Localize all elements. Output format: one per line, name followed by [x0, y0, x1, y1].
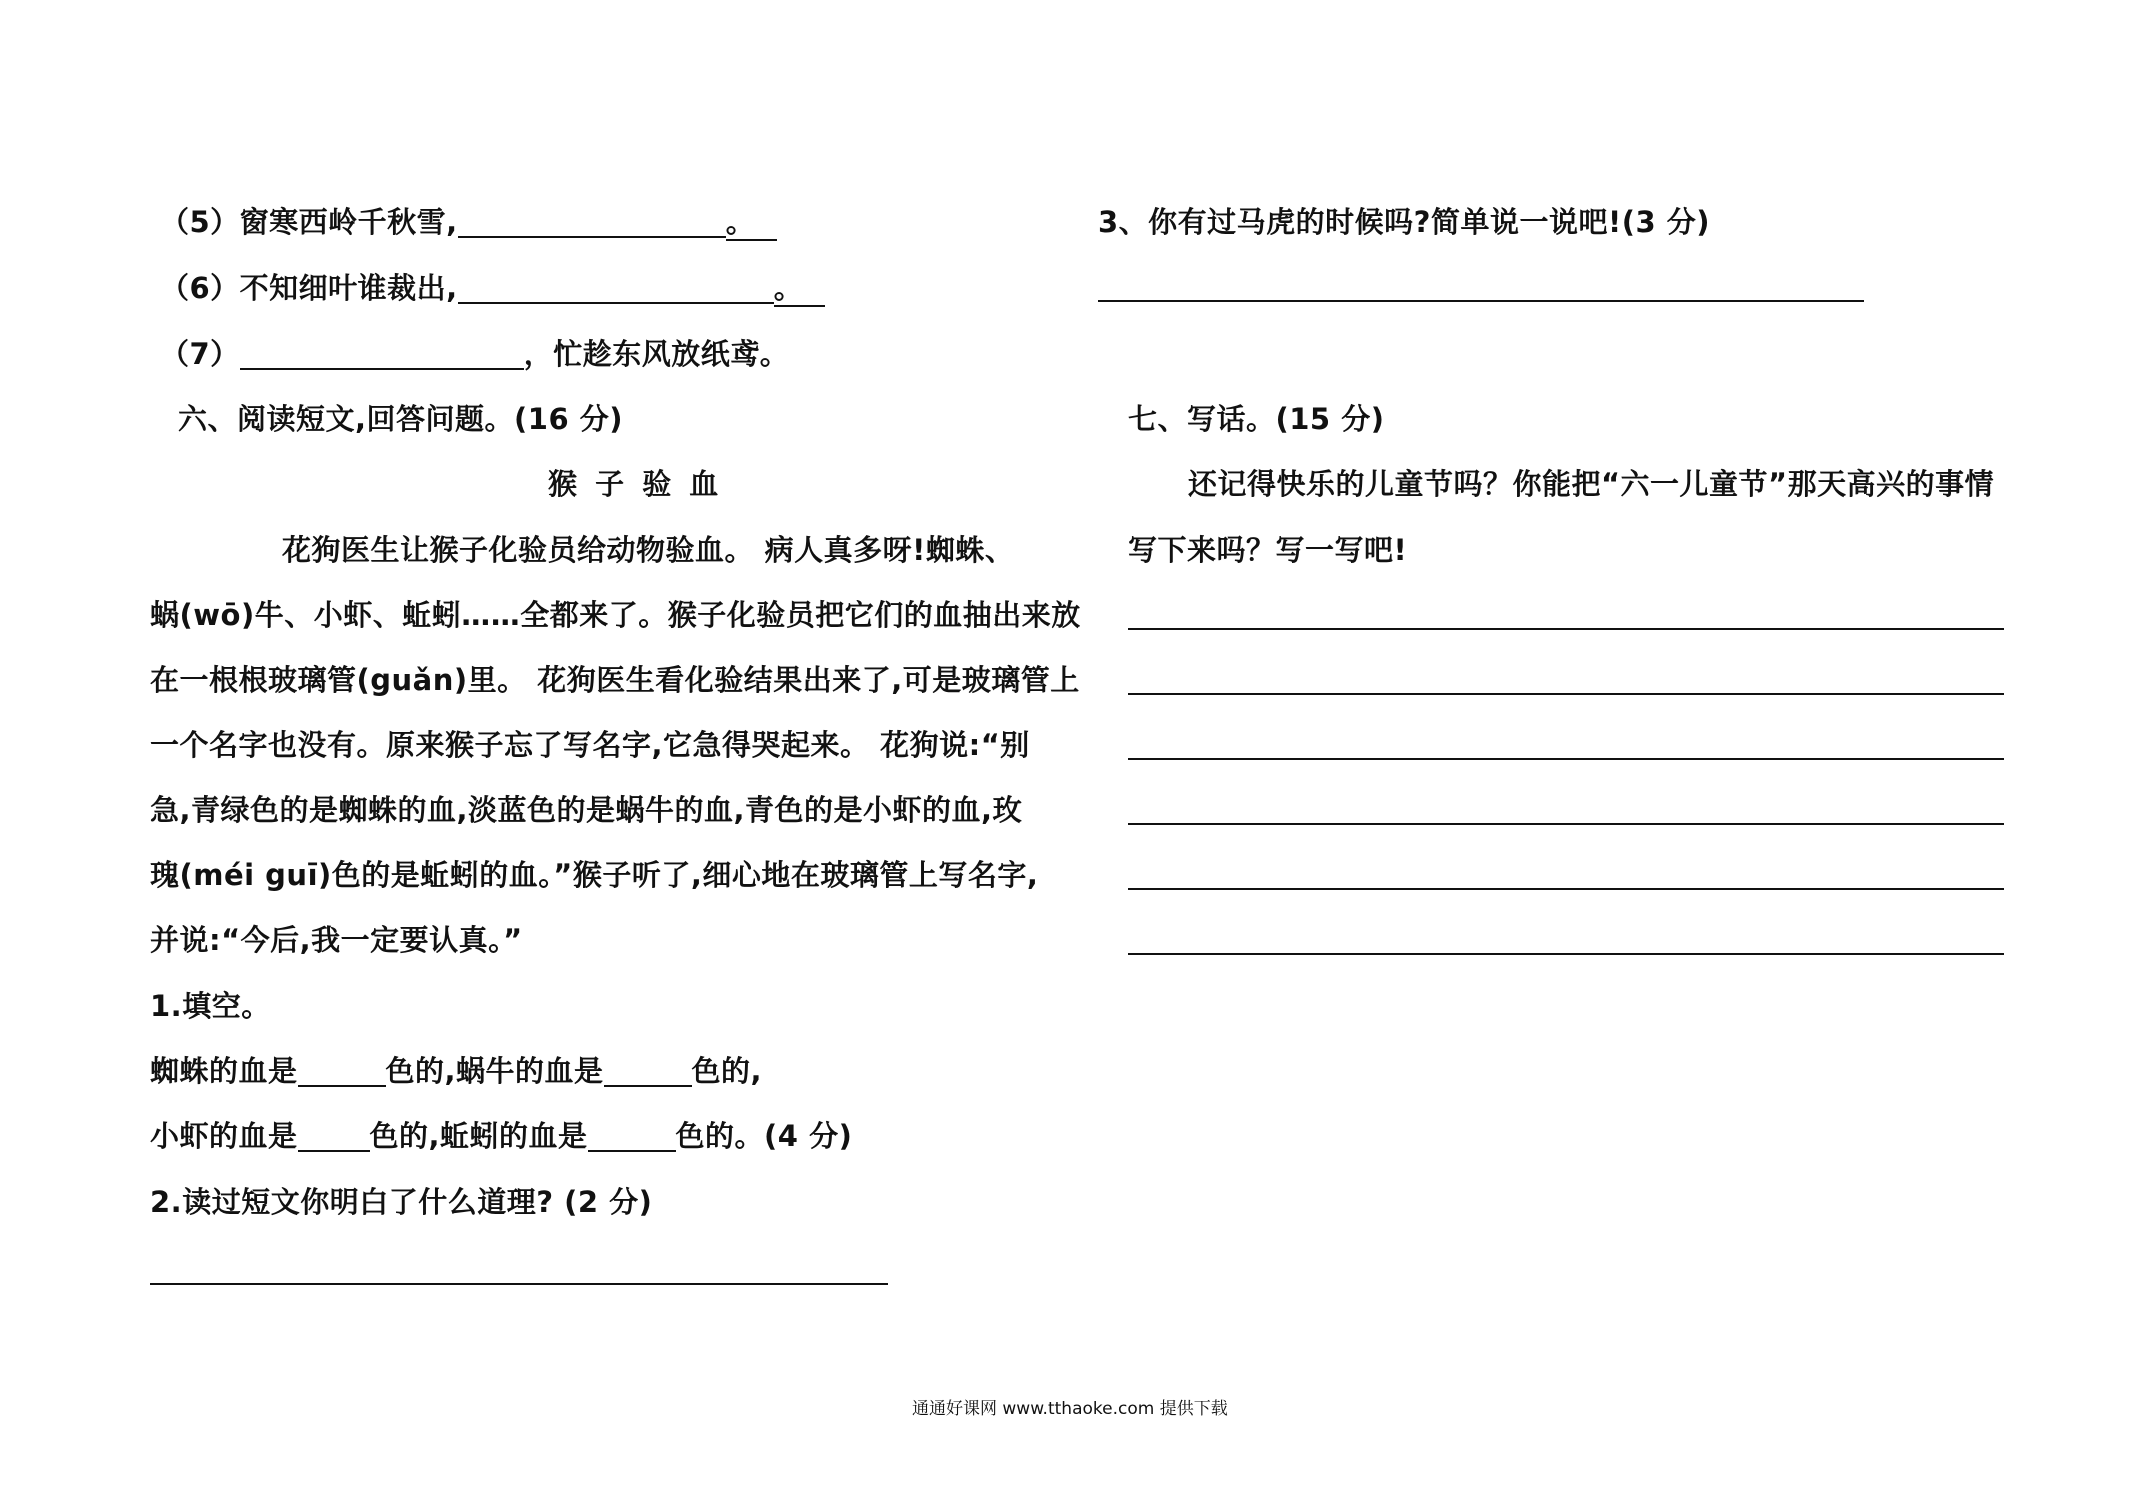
poem-5-text: （5）窗寒西岭千秋雪,: [160, 205, 458, 239]
poem-5-blank[interactable]: [458, 206, 726, 238]
poem-5-end: 。: [726, 205, 778, 241]
q1-shrimp-blank[interactable]: [298, 1120, 370, 1152]
section-7-title: 七、写话。(15 分): [1128, 402, 1385, 436]
question-3-answer-line[interactable]: [1098, 300, 1864, 302]
question-3-title: 3、你有过马虎的时候吗?简单说一说吧!(3 分): [1098, 205, 1711, 239]
question-1-line-1: [150, 1053, 762, 1089]
story-line: 蜗(wō)牛、小虾、蚯蚓……全都来了。猴子化验员把它们的血抽出来放: [150, 598, 1081, 632]
q1-snail-label: 色的,蜗牛的血是: [385, 1054, 604, 1088]
writing-prompt-line-1: 还记得快乐的儿童节吗？你能把“六一儿童节”那天高兴的事情: [1188, 467, 1995, 501]
poem-line-5: [160, 204, 777, 240]
writing-line[interactable]: [1128, 758, 2004, 760]
poem-line-6: [160, 270, 825, 306]
story-line: 并说:“今后,我一定要认真。”: [150, 923, 523, 957]
q1-worm-blank[interactable]: [588, 1120, 676, 1152]
story-line: 在一根根玻璃管(guǎn)里。 花狗医生看化验结果出来了,可是玻璃管上: [150, 663, 1080, 697]
writing-prompt-line-2: 写下来吗？写一写吧!: [1128, 533, 1408, 567]
question-2-title: 2.读过短文你明白了什么道理? (2 分): [150, 1185, 653, 1219]
question-1-title: 1.填空。: [150, 989, 271, 1023]
story-line: 一个名字也没有。原来猴子忘了写名字,它急得哭起来。 花狗说:“别: [150, 728, 1030, 762]
section-6-title: 六、阅读短文,回答问题。(16 分): [178, 402, 623, 436]
poem-7-end: ，忙趁东风放纸鸢。: [523, 337, 790, 371]
q1-snail-blank[interactable]: [604, 1055, 692, 1087]
story-line: 花狗医生让猴子化验员给动物验血。 病人真多呀!蜘蛛、: [282, 533, 1015, 567]
poem-7-blank[interactable]: [240, 338, 524, 370]
poem-7-text: （7）: [160, 337, 240, 371]
story-line: 瑰(méi guī)色的是蚯蚓的血。”猴子听了,细心地在玻璃管上写名字,: [150, 858, 1039, 892]
q1-shrimp-label: 小虾的血是: [150, 1119, 298, 1153]
writing-line[interactable]: [1128, 693, 2004, 695]
question-2-answer-line[interactable]: [150, 1283, 888, 1285]
story-title: 猴 子 验 血: [548, 467, 723, 501]
q1-worm-label: 色的,蚯蚓的血是: [369, 1119, 588, 1153]
page-footer: 通通好课网 www.tthaoke.com 提供下载: [912, 1399, 1228, 1419]
q1-spider-blank[interactable]: [298, 1055, 386, 1087]
q1-line2-end: 色的。(4 分): [675, 1119, 853, 1153]
writing-line[interactable]: [1128, 953, 2004, 955]
q1-line1-end: 色的,: [691, 1054, 763, 1088]
poem-line-7: [160, 336, 789, 372]
story-line: 急,青绿色的是蜘蛛的血,淡蓝色的是蜗牛的血,青色的是小虾的血,玫: [150, 793, 1023, 827]
writing-line[interactable]: [1128, 628, 2004, 630]
poem-6-text: （6）不知细叶谁裁出,: [160, 271, 458, 305]
question-1-line-2: [150, 1118, 852, 1154]
writing-line[interactable]: [1128, 823, 2004, 825]
poem-6-blank[interactable]: [458, 272, 774, 304]
writing-line[interactable]: [1128, 888, 2004, 890]
q1-spider-label: 蜘蛛的血是: [150, 1054, 298, 1088]
poem-6-end: 。: [774, 271, 826, 307]
